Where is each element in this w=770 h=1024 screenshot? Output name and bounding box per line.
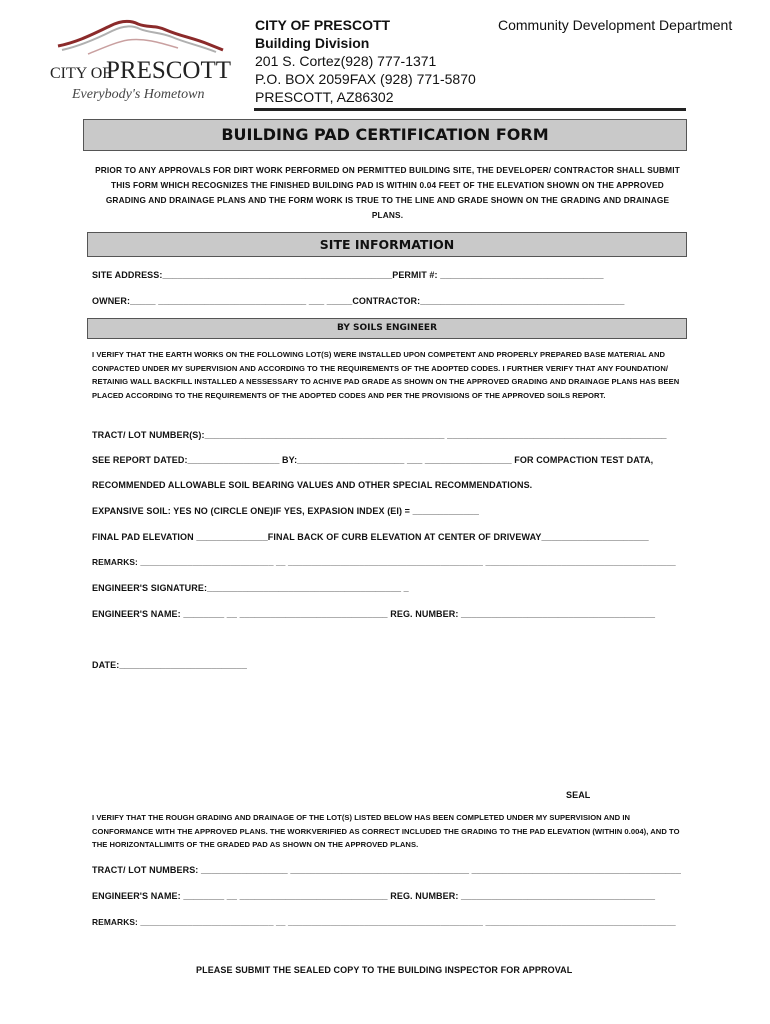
logo-city-of: CITY OF [50,65,112,82]
verify-paragraph-1: I VERIFY THAT THE EARTH WORKS ON THE FOLLOWING LOT(S) WERE INSTALLED UPON COMPETENT AND PROPERLY PREPARED BASE MATERIAL AND CONPACTED UNDER MY SUPERVISION AND ACCORDING TO THE REQUIREMENTS OF THE ADOPTED CODES. I FURTHER VERIFY THAT ANY FOUNDATION/ RETAINIG WALL BACKFILL INSTALLED A NESSESSARY TO ACHIVE PAD GRADE AS SHOWN ON THE APPROVED GRADING AND DRAINAGE PLANS HAS BEEN PLACED ACCORDING TO THE REQUIREMENTS OF THE ADOPTED CODES AND PER THE PROVISIONS OF THE APPROVED SOILS REPORT. [92,350,680,400]
header-address-block [255,16,476,106]
site-information-header: SITE INFORMATION [87,232,687,257]
header-address-line-1: 201 S. Cortez(928) 777-1371 [255,53,437,69]
header-address-line-2: P.O. BOX 2059FAX (928) 771-5870 [255,71,476,87]
remarks-field-2[interactable]: REMARKS: ____________________________ __ _________________________________________ ________________________________________ [92,917,676,927]
seal-label: SEAL [566,790,591,800]
verify-paragraph-2: I VERIFY THAT THE ROUGH GRADING AND DRAINAGE OF THE LOT(S) LISTED BELOW HAS BEEN COMPLETED UNDER MY SUPERVISION AND IN CONFORMANCE WITH THE APPROVED PLANS. THE WORKVERIFIED AS CORRECT INCLUDED THE GRADING TO THE PAD ELEVATION (WITHIN 0.004), AND TO THE HORIZONTALLIMITS OF THE GRADED PAD AS SHOWN ON THE APPROVED PLANS. [92,813,680,850]
owner-contractor-field[interactable]: OWNER:_____ _____________________________ ___ _____CONTRACTOR:________________________________________ [92,296,625,306]
header-department: Community Development Department [498,17,733,33]
tract-lot-numbers-field-2[interactable]: TRACT/ LOT NUMBERS: _________________ ___________________________________ _________________________________________ [92,865,681,875]
tract-lot-numbers-field[interactable]: TRACT/ LOT NUMBER(S):_______________________________________________ ___________________________________________ [92,430,667,440]
engineer-name-field-2[interactable]: ENGINEER'S NAME: ________ __ _____________________________ REG. NUMBER: ______________________________________ [92,891,656,901]
logo-prescott: PRESCOTT [106,57,232,84]
final-pad-elevation-field[interactable]: FINAL PAD ELEVATION ______________FINAL BACK OF CURB ELEVATION AT CENTER OF DRIVEWAY_____________________ [92,532,649,542]
header-org: CITY OF PRESCOTT [255,17,391,33]
remarks-field-1[interactable]: REMARKS: ____________________________ __ _________________________________________ ________________________________________ [92,557,676,567]
form-title: BUILDING PAD CERTIFICATION FORM [83,119,687,151]
recommended-values-text: RECOMMENDED ALLOWABLE SOIL BEARING VALUES AND OTHER SPECIAL RECOMMENDATIONS. [92,480,533,490]
intro-paragraph: PRIOR TO ANY APPROVALS FOR DIRT WORK PERFORMED ON PERMITTED BUILDING SITE, THE DEVELOPER/ CONTRACTOR SHALL SUBMIT THIS FORM WHICH RECOGNIZES THE FINISHED BUILDING PAD IS WITHIN 0.04 FEET OF THE ELEVATION SHOWN ON THE APPROVED GRADING AND DRAINAGE PLANS AND THE FORM WORK IS TRUE TO THE LINE AND GRADE SHOWN ON THE GRADING AND DRAINAGE PLANS. [95,165,680,220]
header-address-line-3: PRESCOTT, AZ86302 [255,89,394,105]
city-logo [48,16,240,104]
soils-engineer-header: BY SOILS ENGINEER [87,318,687,339]
header-division: Building Division [255,35,370,51]
expansive-soil-field[interactable]: EXPANSIVE SOIL: YES NO (CIRCLE ONE)IF YES, EXPASION INDEX (EI) = _____________ [92,506,480,516]
header-rule [254,108,686,111]
logo-tagline: Everybody's Hometown [72,87,205,102]
mountain-logo-graphic [48,16,240,104]
engineer-name-field-1[interactable]: ENGINEER'S NAME: ________ __ _____________________________ REG. NUMBER: ______________________________________ [92,609,656,619]
engineer-signature-field[interactable]: ENGINEER'S SIGNATURE:______________________________________ _ [92,583,409,593]
footer-instruction: PLEASE SUBMIT THE SEALED COPY TO THE BUILDING INSPECTOR FOR APPROVAL [196,965,573,975]
date-field[interactable]: DATE:_________________________ [92,660,247,670]
site-address-field[interactable]: SITE ADDRESS:_____________________________________________PERMIT #: ________________________________ [92,270,604,280]
report-dated-field[interactable]: SEE REPORT DATED:__________________ BY:_____________________ ___ _________________ FOR COMPACTION TEST DATA, [92,455,654,465]
